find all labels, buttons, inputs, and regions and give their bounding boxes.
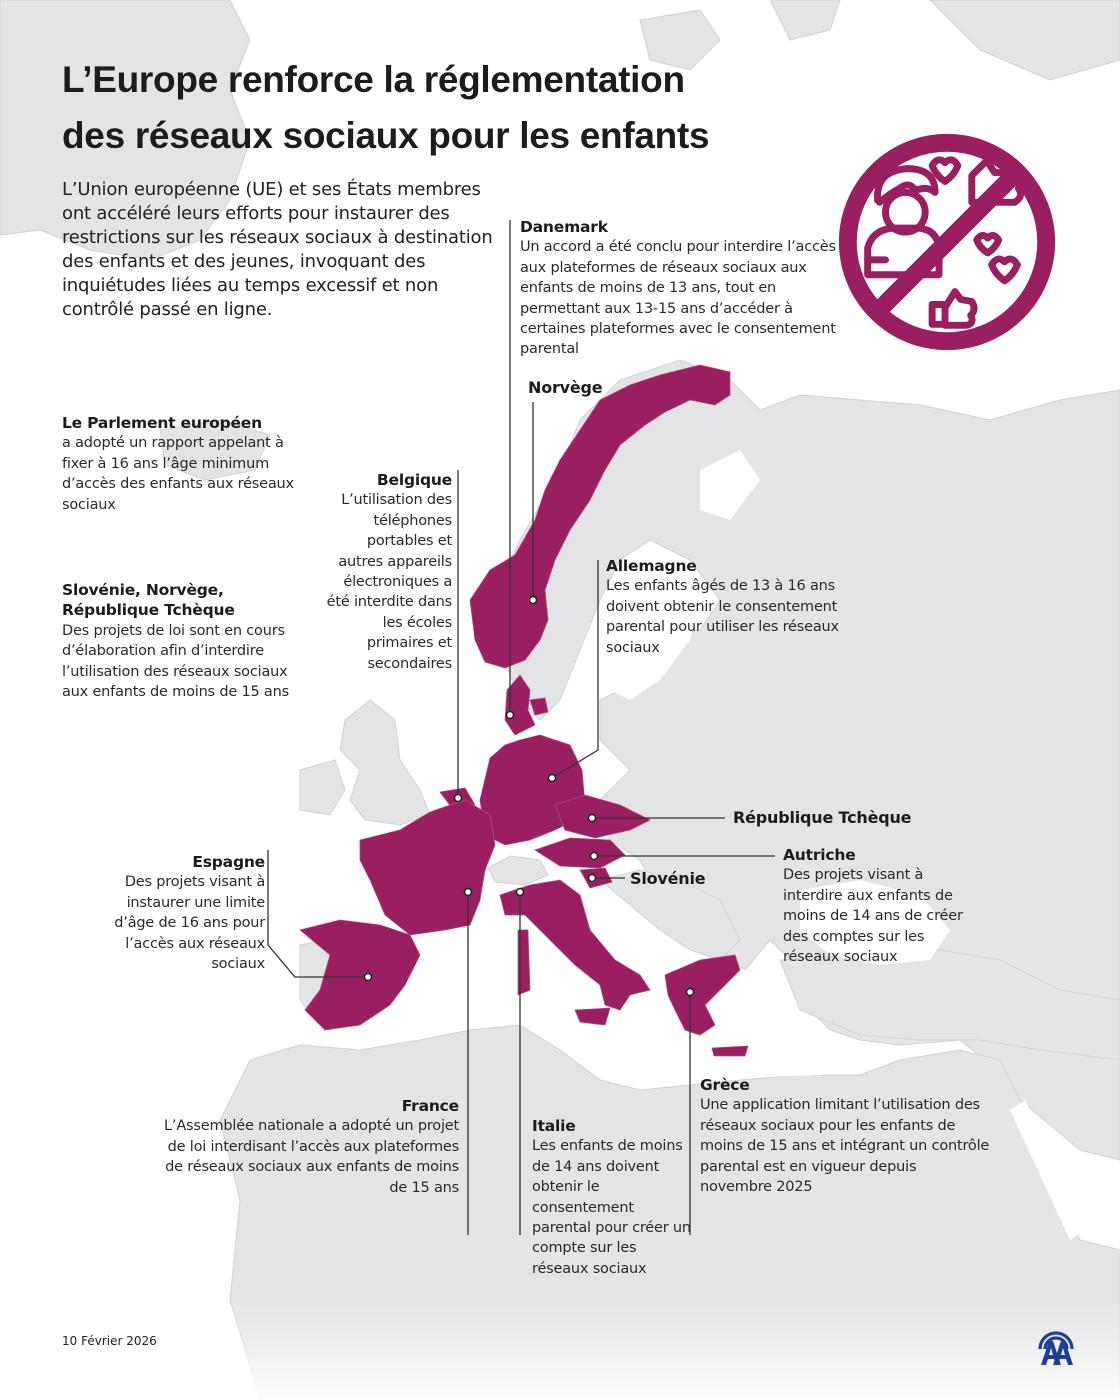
note-danemark	[520, 217, 850, 360]
page-title	[62, 52, 822, 164]
intro-paragraph: L’Union européenne (UE) et ses États membres ont accéléré leurs efforts pour instaurer des restrictions sur les réseaux sociaux à destination des enfants et des jeunes, invoquant des inquiétudes liées au temps excessif et non contrôlé passé en ligne.	[62, 179, 493, 320]
note-france	[160, 1096, 459, 1198]
note-parlement-europeen	[62, 413, 307, 515]
label-republique-tcheque: République Tchèque	[733, 808, 912, 827]
note-belgique	[318, 470, 452, 674]
note-text: Des projets de loi sont en cours d’élaboration afin d’interdire l’utilisation des réseaux sociaux aux enfants de moins de 15 ans	[62, 622, 289, 701]
note-heading: Allemagne	[606, 557, 697, 575]
label-norvege: Norvège	[528, 378, 603, 397]
austria-shape	[535, 838, 625, 868]
anadolu-agency-logo-icon	[1035, 1325, 1077, 1367]
note-text: Des projets visant à instaurer une limite d’âge de 16 ans pour l’accès aux réseaux sociaux	[114, 874, 265, 973]
title-line-2: des réseaux sociaux pour les enfants	[62, 115, 710, 156]
note-heading: Autriche	[783, 846, 856, 864]
note-heading-1: Slovénie, Norvège,	[62, 581, 224, 599]
title-line-1: L’Europe renforce la réglementation	[62, 59, 685, 100]
note-heading: Danemark	[520, 218, 608, 236]
note-heading: Espagne	[192, 853, 265, 871]
note-heading: Italie	[532, 1117, 576, 1135]
note-heading: Le Parlement européen	[62, 414, 262, 432]
note-text: Les enfants âgés de 13 à 16 ans doivent obtenir le consentement parental pour utiliser les réseaux sociaux	[606, 578, 839, 656]
note-espagne	[95, 852, 265, 974]
note-heading: Belgique	[376, 471, 452, 489]
publication-date: 10 Février 2026	[62, 1334, 157, 1348]
no-social-media-for-children-icon	[828, 130, 1066, 355]
label-slovenie: Slovénie	[630, 869, 706, 888]
note-text: a adopté un rapport appelant à fixer à 16 ans l’âge minimum d’accès des enfants aux réseaux sociaux	[62, 435, 294, 513]
note-grece	[700, 1075, 990, 1197]
note-autriche	[783, 845, 983, 967]
note-text: L’utilisation des téléphones portables et autres appareils électroniques a été interdite dans les écoles primaires et secondaires	[326, 492, 452, 672]
note-allemagne	[606, 556, 871, 658]
note-text: Des projets visant à interdire aux enfants de moins de 14 ans de créer des comptes sur les réseaux sociaux	[783, 867, 963, 966]
note-text: Les enfants de moins de 14 ans doivent obtenir le consentement parental pour créer un compte sur les réseaux sociaux	[532, 1138, 691, 1277]
note-italie	[532, 1116, 692, 1279]
note-heading: France	[401, 1097, 459, 1115]
note-heading: Grèce	[700, 1076, 750, 1094]
note-text: L’Assemblée nationale a adopté un projet de loi interdisant l’accès aux plateformes de réseaux sociaux aux enfants de moins de 15 ans	[164, 1118, 459, 1196]
note-slovenie-norvege-tcheque	[62, 580, 307, 702]
note-text: Une application limitant l’utilisation des réseaux sociaux pour les enfants de moins de 15 ans et intégrant un contrôle parental est en vigueur depuis novembre 2025	[700, 1097, 990, 1196]
note-text: Un accord a été conclu pour interdire l’accès aux plateformes de réseaux sociaux aux enfants de moins de 13 ans, tout en permettant aux 13-15 ans d’accéder à certaines plateformes avec le consentement parental	[520, 239, 836, 358]
greece-shape	[665, 955, 740, 1035]
note-heading-2: République Tchèque	[62, 601, 235, 620]
